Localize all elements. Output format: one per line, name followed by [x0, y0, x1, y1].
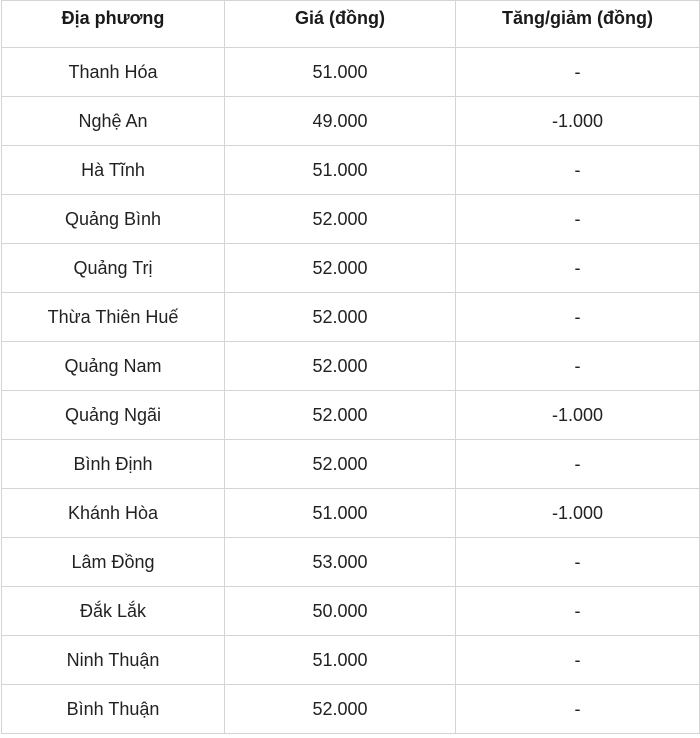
table-header-row: [2, 1, 700, 48]
cell-price: 51.000: [225, 636, 456, 685]
cell-change: -1.000: [456, 489, 700, 538]
cell-change: -: [456, 587, 700, 636]
header-region: Địa phương: [2, 1, 225, 48]
cell-price: 51.000: [225, 48, 456, 97]
cell-region: Bình Thuận: [2, 685, 225, 734]
cell-price: 51.000: [225, 146, 456, 195]
cell-price: 52.000: [225, 685, 456, 734]
cell-region: Quảng Bình: [2, 195, 225, 244]
table-row: [2, 244, 700, 293]
cell-region: Lâm Đồng: [2, 538, 225, 587]
table-row: [2, 342, 700, 391]
price-table: [1, 0, 700, 734]
cell-region: Thanh Hóa: [2, 48, 225, 97]
cell-change: -: [456, 48, 700, 97]
table-row: [2, 293, 700, 342]
cell-region: Ninh Thuận: [2, 636, 225, 685]
table-row: [2, 538, 700, 587]
cell-price: 52.000: [225, 293, 456, 342]
cell-price: 52.000: [225, 391, 456, 440]
cell-region: Quảng Ngãi: [2, 391, 225, 440]
table-row: [2, 97, 700, 146]
cell-price: 53.000: [225, 538, 456, 587]
cell-change: -1.000: [456, 97, 700, 146]
cell-region: Nghệ An: [2, 97, 225, 146]
cell-change: -: [456, 636, 700, 685]
cell-region: Bình Định: [2, 440, 225, 489]
cell-change: -1.000: [456, 391, 700, 440]
cell-price: 52.000: [225, 244, 456, 293]
table-row: [2, 587, 700, 636]
cell-price: 51.000: [225, 489, 456, 538]
cell-change: -: [456, 685, 700, 734]
cell-change: -: [456, 146, 700, 195]
table-row: [2, 146, 700, 195]
table-row: [2, 440, 700, 489]
cell-price: 49.000: [225, 97, 456, 146]
cell-price: 50.000: [225, 587, 456, 636]
header-change: Tăng/giảm (đồng): [456, 1, 700, 48]
table-row: [2, 636, 700, 685]
cell-price: 52.000: [225, 440, 456, 489]
table-row: [2, 391, 700, 440]
cell-change: -: [456, 538, 700, 587]
cell-change: -: [456, 293, 700, 342]
cell-region: Quảng Nam: [2, 342, 225, 391]
cell-region: Thừa Thiên Huế: [2, 293, 225, 342]
cell-region: Khánh Hòa: [2, 489, 225, 538]
cell-region: Hà Tĩnh: [2, 146, 225, 195]
header-price: Giá (đồng): [225, 1, 456, 48]
cell-region: Đắk Lắk: [2, 587, 225, 636]
table-row: [2, 489, 700, 538]
cell-change: -: [456, 440, 700, 489]
cell-region: Quảng Trị: [2, 244, 225, 293]
cell-change: -: [456, 195, 700, 244]
table-row: [2, 195, 700, 244]
table-row: [2, 685, 700, 734]
cell-change: -: [456, 342, 700, 391]
cell-change: -: [456, 244, 700, 293]
table-row: [2, 48, 700, 97]
cell-price: 52.000: [225, 195, 456, 244]
cell-price: 52.000: [225, 342, 456, 391]
